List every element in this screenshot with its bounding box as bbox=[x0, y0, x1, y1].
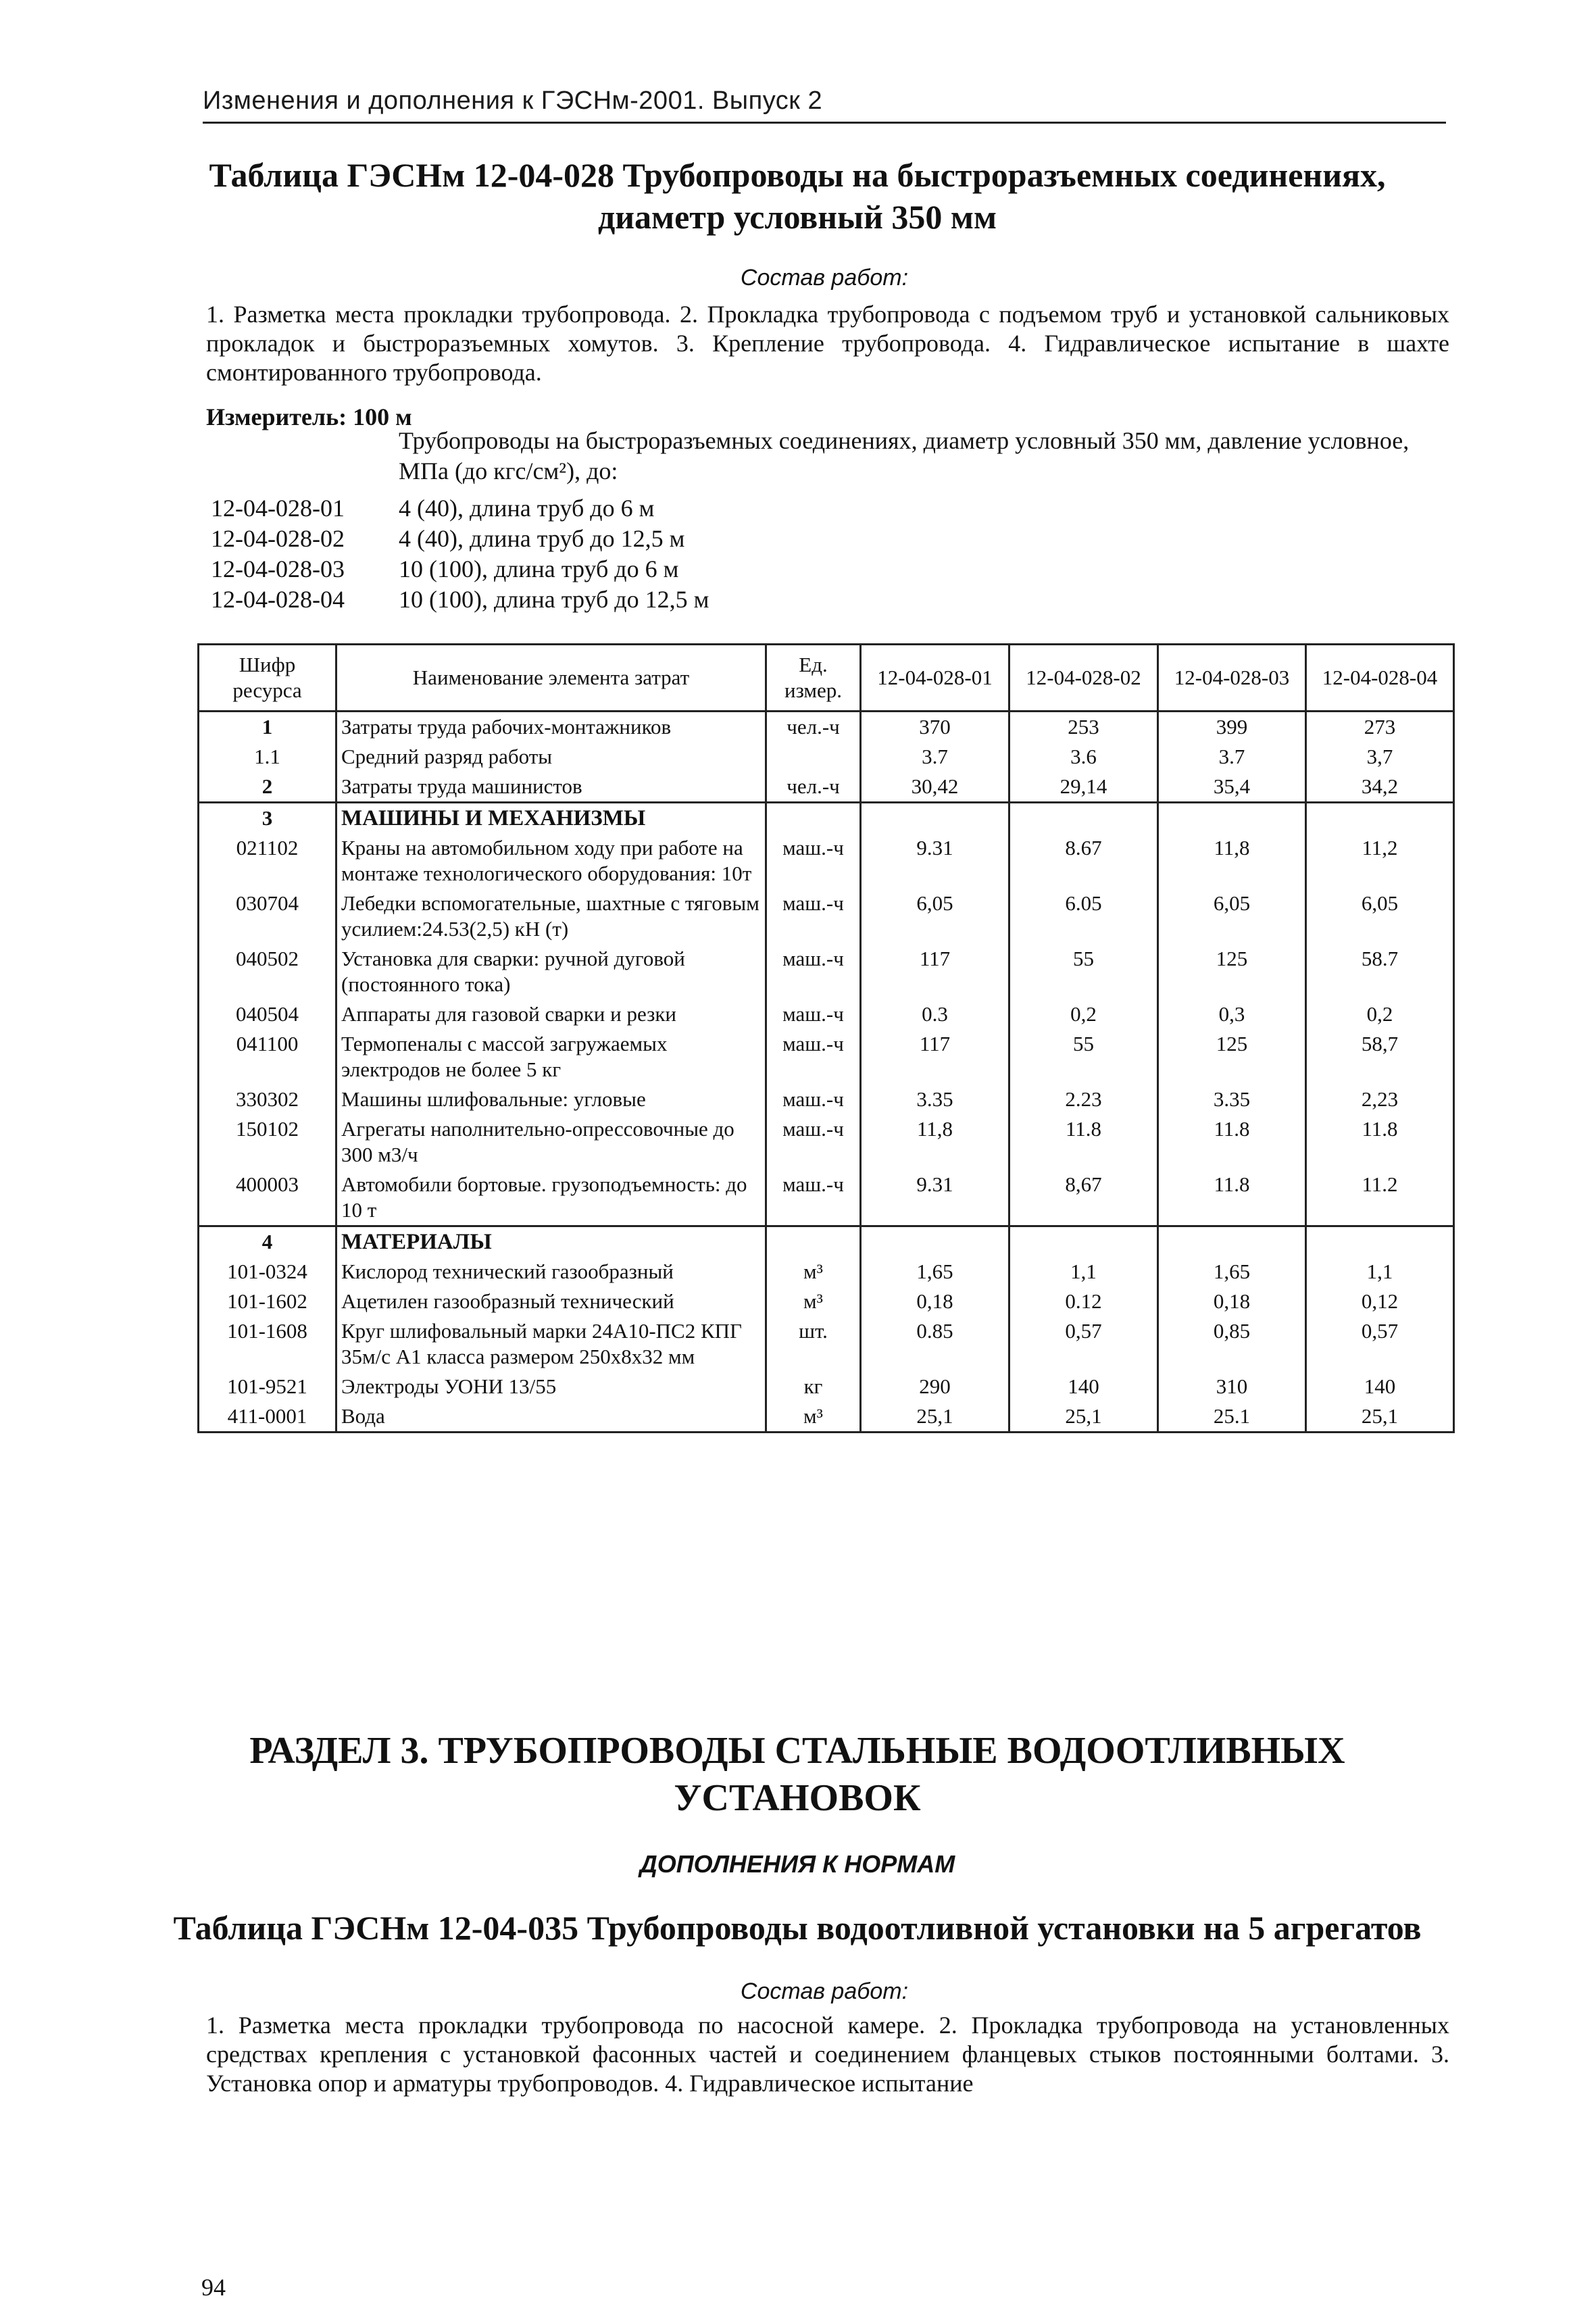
cell-code: 2 bbox=[199, 772, 336, 803]
cell-v1: 6,05 bbox=[861, 889, 1009, 944]
variant-row bbox=[211, 493, 709, 524]
cell-v2: 6.05 bbox=[1009, 889, 1158, 944]
cell-v3 bbox=[1158, 1226, 1306, 1258]
cell-name: Машины шлифовальные: угловые bbox=[336, 1085, 766, 1114]
cell-v2: 253 bbox=[1009, 712, 1158, 743]
table-row bbox=[199, 1287, 1454, 1316]
cell-v3: 6,05 bbox=[1158, 889, 1306, 944]
col-header-v4: 12-04-028-04 bbox=[1306, 645, 1454, 712]
table-header-row bbox=[199, 645, 1454, 712]
cell-unit bbox=[766, 803, 861, 834]
cell-v4: 140 bbox=[1306, 1372, 1454, 1401]
cell-name: Лебедки вспомогательные, шахтные с тяговым усилием:24.53(2,5) кН (т) bbox=[336, 889, 766, 944]
cell-code: 150102 bbox=[199, 1114, 336, 1170]
cell-unit: маш.-ч bbox=[766, 1085, 861, 1114]
cell-v1: 117 bbox=[861, 944, 1009, 999]
cell-v3: 399 bbox=[1158, 712, 1306, 743]
table1-title: Таблица ГЭСНм 12-04-028 Трубопроводы на быстроразъемных соединениях, диаметр условный 350 мм bbox=[209, 156, 1386, 236]
col-header-code: Шифр ресурса bbox=[199, 645, 336, 712]
meter-label: Измеритель: bbox=[206, 403, 347, 430]
variant-text: 10 (100), длина труб до 12,5 м bbox=[399, 586, 709, 613]
cell-v3: 0,85 bbox=[1158, 1316, 1306, 1372]
cell-name: Электроды УОНИ 13/55 bbox=[336, 1372, 766, 1401]
cell-name: Аппараты для газовой сварки и резки bbox=[336, 999, 766, 1029]
cell-v2: 0,57 bbox=[1009, 1316, 1158, 1372]
table1-work-heading: Состав работ: bbox=[740, 265, 909, 291]
cell-code: 040504 bbox=[199, 999, 336, 1029]
cell-v4: 25,1 bbox=[1306, 1401, 1454, 1433]
cell-code: 021102 bbox=[199, 833, 336, 889]
variants-list bbox=[211, 493, 709, 615]
table1-work-text: 1. Разметка места прокладки трубопровода. 2. Прокладка трубопровода с подъемом труб и установкой сальниковых прокладок и быстроразъемных хомутов. 3. Крепление трубопровода. 4. Гидравлическое испытание в шахте смонтированного трубопровода. bbox=[206, 301, 1449, 386]
cell-v1: 117 bbox=[861, 1029, 1009, 1085]
cell-v3: 0,18 bbox=[1158, 1287, 1306, 1316]
section-title: РАЗДЕЛ 3. ТРУБОПРОВОДЫ СТАЛЬНЫЕ ВОДООТЛИВНЫХ УСТАНОВОК bbox=[249, 1730, 1345, 1819]
page-number: 94 bbox=[201, 2274, 226, 2301]
table2-work-heading: Состав работ: bbox=[740, 1978, 909, 2004]
cell-v1: 0.3 bbox=[861, 999, 1009, 1029]
col-header-v1: 12-04-028-01 bbox=[861, 645, 1009, 712]
cell-v2: 1,1 bbox=[1009, 1257, 1158, 1287]
cell-v1: 1,65 bbox=[861, 1257, 1009, 1287]
cell-v1: 370 bbox=[861, 712, 1009, 743]
cell-v3 bbox=[1158, 803, 1306, 834]
cell-v1: 25,1 bbox=[861, 1401, 1009, 1433]
variant-code: 12-04-028-02 bbox=[211, 525, 345, 552]
variant-code: 12-04-028-03 bbox=[211, 555, 345, 582]
table2-work-text: 1. Разметка места прокладки трубопровода по насосной камере. 2. Прокладка трубопровода на установленных средствах крепления с установкой фасонных частей и соединением фланцевых стыков постоянными болтами. 3. Установка опор и арматуры трубопроводов. 4. Гидравлическое испытание bbox=[206, 2012, 1449, 2097]
cell-code: 1.1 bbox=[199, 742, 336, 772]
cell-v1: 9.31 bbox=[861, 1170, 1009, 1226]
cell-v3: 0,3 bbox=[1158, 999, 1306, 1029]
cell-v1: 0,18 bbox=[861, 1287, 1009, 1316]
variants-caption: Трубопроводы на быстроразъемных соединениях, диаметр условный 350 мм, давление условное, МПа (до кгс/см²), до: bbox=[399, 427, 1410, 484]
cell-name: Краны на автомобильном ходу при работе на монтаже технологического оборудования: 10т bbox=[336, 833, 766, 889]
col-header-v2: 12-04-028-02 bbox=[1009, 645, 1158, 712]
variant-row bbox=[211, 524, 709, 554]
cell-unit: маш.-ч bbox=[766, 1170, 861, 1226]
cell-v4: 11,2 bbox=[1306, 833, 1454, 889]
running-header: Изменения и дополнения к ГЭСНм-2001. Выпуск 2 bbox=[203, 86, 823, 115]
header-rule bbox=[203, 122, 1446, 124]
cell-v3: 25.1 bbox=[1158, 1401, 1306, 1433]
cell-v2 bbox=[1009, 1226, 1158, 1258]
cell-v4: 58,7 bbox=[1306, 1029, 1454, 1085]
cell-v2: 11.8 bbox=[1009, 1114, 1158, 1170]
cell-name: Затраты труда машинистов bbox=[336, 772, 766, 803]
cell-code: 400003 bbox=[199, 1170, 336, 1226]
cell-unit: маш.-ч bbox=[766, 833, 861, 889]
table-row bbox=[199, 1401, 1454, 1433]
cell-v4: 34,2 bbox=[1306, 772, 1454, 803]
table-row bbox=[199, 833, 1454, 889]
table-row bbox=[199, 1316, 1454, 1372]
col-header-v3: 12-04-028-03 bbox=[1158, 645, 1306, 712]
cell-unit: м³ bbox=[766, 1401, 861, 1433]
table-row bbox=[199, 772, 1454, 803]
cell-name: Вода bbox=[336, 1401, 766, 1433]
cell-v4: 0,2 bbox=[1306, 999, 1454, 1029]
table-section-row bbox=[199, 1226, 1454, 1258]
cell-v2: 55 bbox=[1009, 944, 1158, 999]
table-section-row bbox=[199, 803, 1454, 834]
cell-name: Кислород технический газообразный bbox=[336, 1257, 766, 1287]
variant-text: 4 (40), длина труб до 6 м bbox=[399, 495, 655, 522]
cell-v2: 55 bbox=[1009, 1029, 1158, 1085]
cell-v4 bbox=[1306, 1226, 1454, 1258]
cell-v1 bbox=[861, 1226, 1009, 1258]
norms-table bbox=[197, 643, 1455, 1433]
cell-name: Установка для сварки: ручной дуговой (постоянного тока) bbox=[336, 944, 766, 999]
cell-code: 101-1608 bbox=[199, 1316, 336, 1372]
cell-v3: 11.8 bbox=[1158, 1114, 1306, 1170]
cell-v1: 3.7 bbox=[861, 742, 1009, 772]
table-row bbox=[199, 1029, 1454, 1085]
cell-unit: м³ bbox=[766, 1257, 861, 1287]
cell-name: МАТЕРИАЛЫ bbox=[336, 1226, 766, 1258]
cell-name: Средний разряд работы bbox=[336, 742, 766, 772]
cell-v1: 30,42 bbox=[861, 772, 1009, 803]
cell-v4: 0,12 bbox=[1306, 1287, 1454, 1316]
cell-code: 041100 bbox=[199, 1029, 336, 1085]
cell-v2: 0.12 bbox=[1009, 1287, 1158, 1316]
cell-code: 030704 bbox=[199, 889, 336, 944]
cell-v4: 6,05 bbox=[1306, 889, 1454, 944]
table-row bbox=[199, 742, 1454, 772]
table-row bbox=[199, 1085, 1454, 1114]
table-row bbox=[199, 1114, 1454, 1170]
table-row bbox=[199, 1170, 1454, 1226]
variant-text: 4 (40), длина труб до 12,5 м bbox=[399, 525, 685, 552]
cell-v4 bbox=[1306, 803, 1454, 834]
cell-v2: 140 bbox=[1009, 1372, 1158, 1401]
cell-v2: 3.6 bbox=[1009, 742, 1158, 772]
cell-v1 bbox=[861, 803, 1009, 834]
variant-code: 12-04-028-01 bbox=[211, 495, 345, 522]
cell-v3: 11,8 bbox=[1158, 833, 1306, 889]
cell-v2: 25,1 bbox=[1009, 1401, 1158, 1433]
cell-v3: 125 bbox=[1158, 1029, 1306, 1085]
col-header-unit: Ед. измер. bbox=[766, 645, 861, 712]
cell-v1: 0.85 bbox=[861, 1316, 1009, 1372]
cell-name: МАШИНЫ И МЕХАНИЗМЫ bbox=[336, 803, 766, 834]
cell-code: 1 bbox=[199, 712, 336, 743]
table-row bbox=[199, 1372, 1454, 1401]
table-row bbox=[199, 1257, 1454, 1287]
cell-unit: маш.-ч bbox=[766, 889, 861, 944]
cell-unit: маш.-ч bbox=[766, 1029, 861, 1085]
cell-code: 411-0001 bbox=[199, 1401, 336, 1433]
cell-v3: 3.35 bbox=[1158, 1085, 1306, 1114]
cell-code: 101-9521 bbox=[199, 1372, 336, 1401]
cell-unit: шт. bbox=[766, 1316, 861, 1372]
cell-unit: маш.-ч bbox=[766, 1114, 861, 1170]
table-row bbox=[199, 712, 1454, 743]
cell-unit: чел.-ч bbox=[766, 712, 861, 743]
cell-v3: 3.7 bbox=[1158, 742, 1306, 772]
additions-heading: ДОПОЛНЕНИЯ К НОРМАМ bbox=[639, 1850, 955, 1878]
cell-name: Агрегаты наполнительно-опрессовочные до 300 м3/ч bbox=[336, 1114, 766, 1170]
cell-v2: 0,2 bbox=[1009, 999, 1158, 1029]
table-row bbox=[199, 999, 1454, 1029]
cell-v4: 273 bbox=[1306, 712, 1454, 743]
cell-v4: 11.2 bbox=[1306, 1170, 1454, 1226]
cell-v4: 58.7 bbox=[1306, 944, 1454, 999]
cell-name: Затраты труда рабочих-монтажников bbox=[336, 712, 766, 743]
cell-unit bbox=[766, 1226, 861, 1258]
cell-v3: 125 bbox=[1158, 944, 1306, 999]
cell-unit bbox=[766, 742, 861, 772]
cell-v3: 11.8 bbox=[1158, 1170, 1306, 1226]
cell-code: 101-1602 bbox=[199, 1287, 336, 1316]
table2-title: Таблица ГЭСНм 12-04-035 Трубопроводы водоотливной установки на 5 агрегатов bbox=[173, 1909, 1422, 1947]
cell-v1: 9.31 bbox=[861, 833, 1009, 889]
table-row bbox=[199, 944, 1454, 999]
variant-text: 10 (100), длина труб до 6 м bbox=[399, 555, 679, 582]
cell-unit: кг bbox=[766, 1372, 861, 1401]
cell-code: 330302 bbox=[199, 1085, 336, 1114]
cell-v2: 29,14 bbox=[1009, 772, 1158, 803]
cell-v4: 3,7 bbox=[1306, 742, 1454, 772]
cell-v4: 11.8 bbox=[1306, 1114, 1454, 1170]
cell-unit: маш.-ч bbox=[766, 999, 861, 1029]
cell-v2: 2.23 bbox=[1009, 1085, 1158, 1114]
cell-code: 040502 bbox=[199, 944, 336, 999]
cell-v3: 35,4 bbox=[1158, 772, 1306, 803]
cell-v2: 8.67 bbox=[1009, 833, 1158, 889]
cell-v1: 3.35 bbox=[861, 1085, 1009, 1114]
table-row bbox=[199, 889, 1454, 944]
cell-name: Автомобили бортовые. грузоподъемность: до 10 т bbox=[336, 1170, 766, 1226]
meter-line bbox=[206, 403, 412, 431]
cell-v2 bbox=[1009, 803, 1158, 834]
cell-v2: 8,67 bbox=[1009, 1170, 1158, 1226]
cell-name: Ацетилен газообразный технический bbox=[336, 1287, 766, 1316]
variant-code: 12-04-028-04 bbox=[211, 586, 345, 613]
cell-v3: 310 bbox=[1158, 1372, 1306, 1401]
cell-name: Круг шлифовальный марки 24А10-ПС2 КПГ 35м/с А1 класса размером 250х8х32 мм bbox=[336, 1316, 766, 1372]
cell-v1: 11,8 bbox=[861, 1114, 1009, 1170]
cell-v1: 290 bbox=[861, 1372, 1009, 1401]
variant-row bbox=[211, 554, 709, 584]
cell-unit: чел.-ч bbox=[766, 772, 861, 803]
cell-code: 4 bbox=[199, 1226, 336, 1258]
cell-v4: 0,57 bbox=[1306, 1316, 1454, 1372]
cell-v4: 1,1 bbox=[1306, 1257, 1454, 1287]
cell-v4: 2,23 bbox=[1306, 1085, 1454, 1114]
cell-v3: 1,65 bbox=[1158, 1257, 1306, 1287]
cell-code: 3 bbox=[199, 803, 336, 834]
cell-unit: маш.-ч bbox=[766, 944, 861, 999]
cell-code: 101-0324 bbox=[199, 1257, 336, 1287]
cell-unit: м³ bbox=[766, 1287, 861, 1316]
cell-name: Термопеналы с массой загружаемых электродов не более 5 кг bbox=[336, 1029, 766, 1085]
variant-row bbox=[211, 584, 709, 615]
col-header-name: Наименование элемента затрат bbox=[336, 645, 766, 712]
meter-value: 100 м bbox=[353, 403, 412, 430]
